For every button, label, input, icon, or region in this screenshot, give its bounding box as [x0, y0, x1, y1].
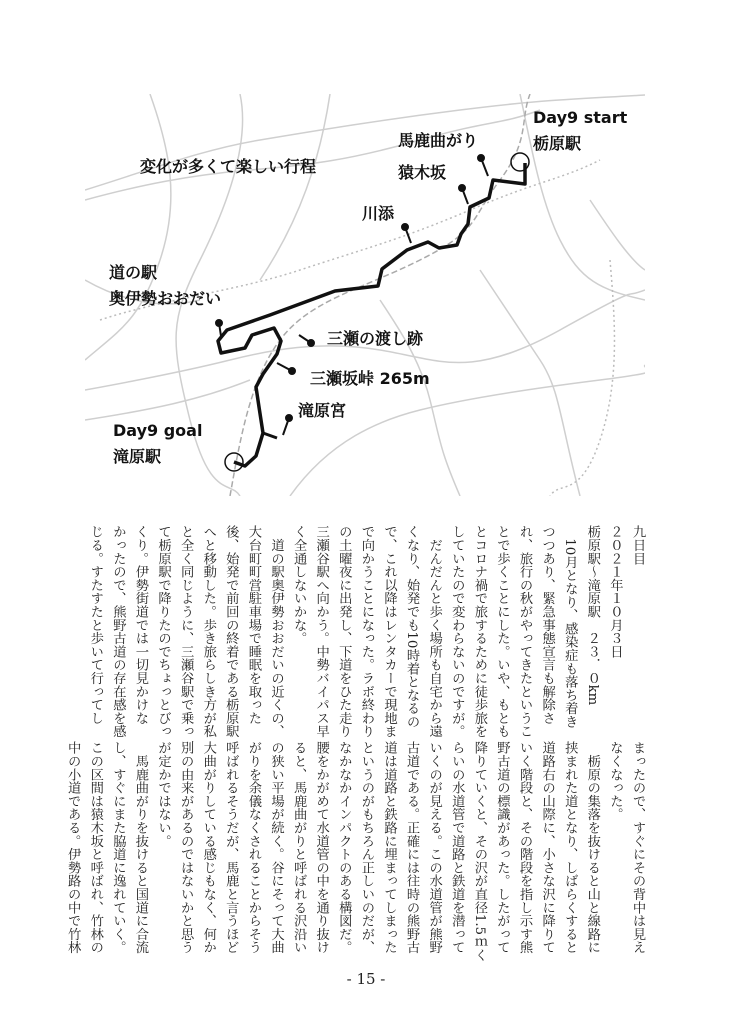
label-michinoeki: 道の駅 [109, 263, 158, 282]
text-line: まったので、すぐにその背中は見え [630, 741, 645, 954]
text-line: じる。すたすたと歩いて行ってし [87, 525, 103, 725]
text-line: へと移動した。歩き旅らしき方が私 [200, 525, 216, 738]
text-line: 野古道の標識があった。したがって [494, 741, 510, 954]
label-start-station: 栃原駅 [533, 134, 582, 153]
text-line: 三瀬谷駅へ向かう。中勢バイパス早 [313, 525, 329, 738]
text-line: 挟まれた道となり、しばらくすると [562, 741, 578, 954]
label-start: Day9 start [533, 108, 628, 127]
body-text-lower [61, 741, 648, 961]
text-line: なくなった。 [607, 741, 623, 821]
label-takiharanomiya: 滝原宮 [298, 401, 347, 420]
label-sarukizaka: 猿木坂 [398, 163, 447, 182]
text-line: て栃原駅で降りたのでちょっとびっ [155, 525, 171, 738]
text-line: く全通しないかな。 [291, 525, 307, 645]
text-line: ２０２１年１０月３日 [607, 525, 623, 658]
text-line: の狭い平場が続く。谷にそって大曲 [268, 741, 284, 954]
label-okuise-odai: 奥伊勢おおだい [109, 289, 222, 308]
text-line: 腰をかがめて水道管の中を通り抜け [313, 741, 329, 954]
text-line: なかなかインパクトのある構図だ。 [336, 741, 352, 954]
text-line: 道は道路と鉄路に埋まってしまった [381, 741, 397, 954]
text-line: 10月となり、感染症も落ち着き [562, 525, 578, 729]
text-line: つつあり、緊急事態宣言も解除さ [539, 525, 555, 725]
text-line: 大曲がりしている感じもなく、何か [200, 741, 216, 954]
text-line: いく階段と、その階段を指し示す熊 [517, 741, 533, 954]
text-line: 別の由来があるのではないかと思う [178, 741, 194, 954]
text-line: らいの水道管で道路と鉄道を潜って [449, 741, 465, 954]
takiharanomiya-spur [263, 433, 277, 438]
text-line: れ、旅行の秋がやってきたというこ [517, 525, 533, 738]
label-goal-station: 滝原駅 [113, 447, 162, 466]
text-line: が定かではない。 [155, 741, 171, 848]
label-misenowatashi: 三瀬の渡し跡 [327, 329, 424, 348]
text-line: 馬鹿曲がりを抜けると国道に合流 [132, 741, 148, 954]
body-text-upper [83, 525, 648, 745]
text-line: だんだんと歩く場所も自宅から遠 [426, 525, 442, 738]
text-line: 後、始発で前回の終着である栃原駅 [223, 525, 239, 738]
text-line: とで歩くことにした。いや、もとも [494, 525, 510, 738]
label-goal: Day9 goal [113, 421, 203, 440]
text-line: とコロナ禍で旅するために徒歩旅を [471, 525, 487, 738]
text-line: 道の駅奥伊勢おおだいの近くの、 [268, 525, 284, 738]
text-line: で向かうことになった。ラボ終わり [358, 525, 374, 738]
text-line: この区間は猿木坂と呼ばれ、竹林の [87, 741, 103, 954]
text-line: 栃原の集落を抜けると山と線路に [584, 741, 600, 954]
text-line: 古道である。正確には往時の熊野古 [404, 741, 420, 954]
text-line: 呼ばれるそうだが、馬鹿と言うほど [223, 741, 239, 954]
text-line: がりを余儀なくされることからそう [245, 741, 261, 954]
text-line: の土曜夜に出発し、下道をひた走り [336, 525, 352, 738]
label-misezaka-pass: 三瀬坂峠 265m [310, 369, 430, 388]
start-marker [511, 153, 529, 171]
text-line: かったので、熊野古道の存在感を感 [110, 525, 126, 738]
text-line: 道路右の山際に、小さな沢に降りて [539, 741, 555, 954]
text-line: 九日目 [630, 525, 645, 565]
text-line: していたので変わらないのですが。 [449, 525, 465, 738]
text-line: くり。伊勢街道では一切見かけな [132, 525, 148, 725]
label-kawazoe: 川添 [362, 204, 395, 223]
text-line: というのがもちろん正しいのだが、 [358, 741, 374, 954]
label-bakamagari: 馬鹿曲がり [398, 131, 479, 150]
text-line: ると、馬鹿曲がりと呼ばれる沢沿い [291, 741, 307, 954]
text-line: し、すぐにまた脇道に逸れていく。 [110, 741, 126, 954]
text-line: で、これ以降はレンタカーで現地ま [381, 525, 397, 738]
text-line: と全く同じように、三瀬谷駅で乗っ [178, 525, 194, 738]
text-line: いくのが見える。この水道管が熊野 [426, 741, 442, 954]
text-line: 大台町町営駐車場で睡眠を取った [245, 525, 261, 725]
text-line: 栃原駅～滝原駅 ２３．０km [584, 525, 600, 706]
map-caption: 変化が多くて楽しい行程 [140, 157, 317, 176]
text-line: くなり、始発でも10時着となるの [404, 525, 420, 729]
text-line: 降りていくと、その沢が直径1.5ｍく [471, 741, 487, 962]
text-line: 中の小道である。伊勢路の中で竹林 [65, 741, 81, 954]
page-number: - 15 - [346, 970, 386, 988]
